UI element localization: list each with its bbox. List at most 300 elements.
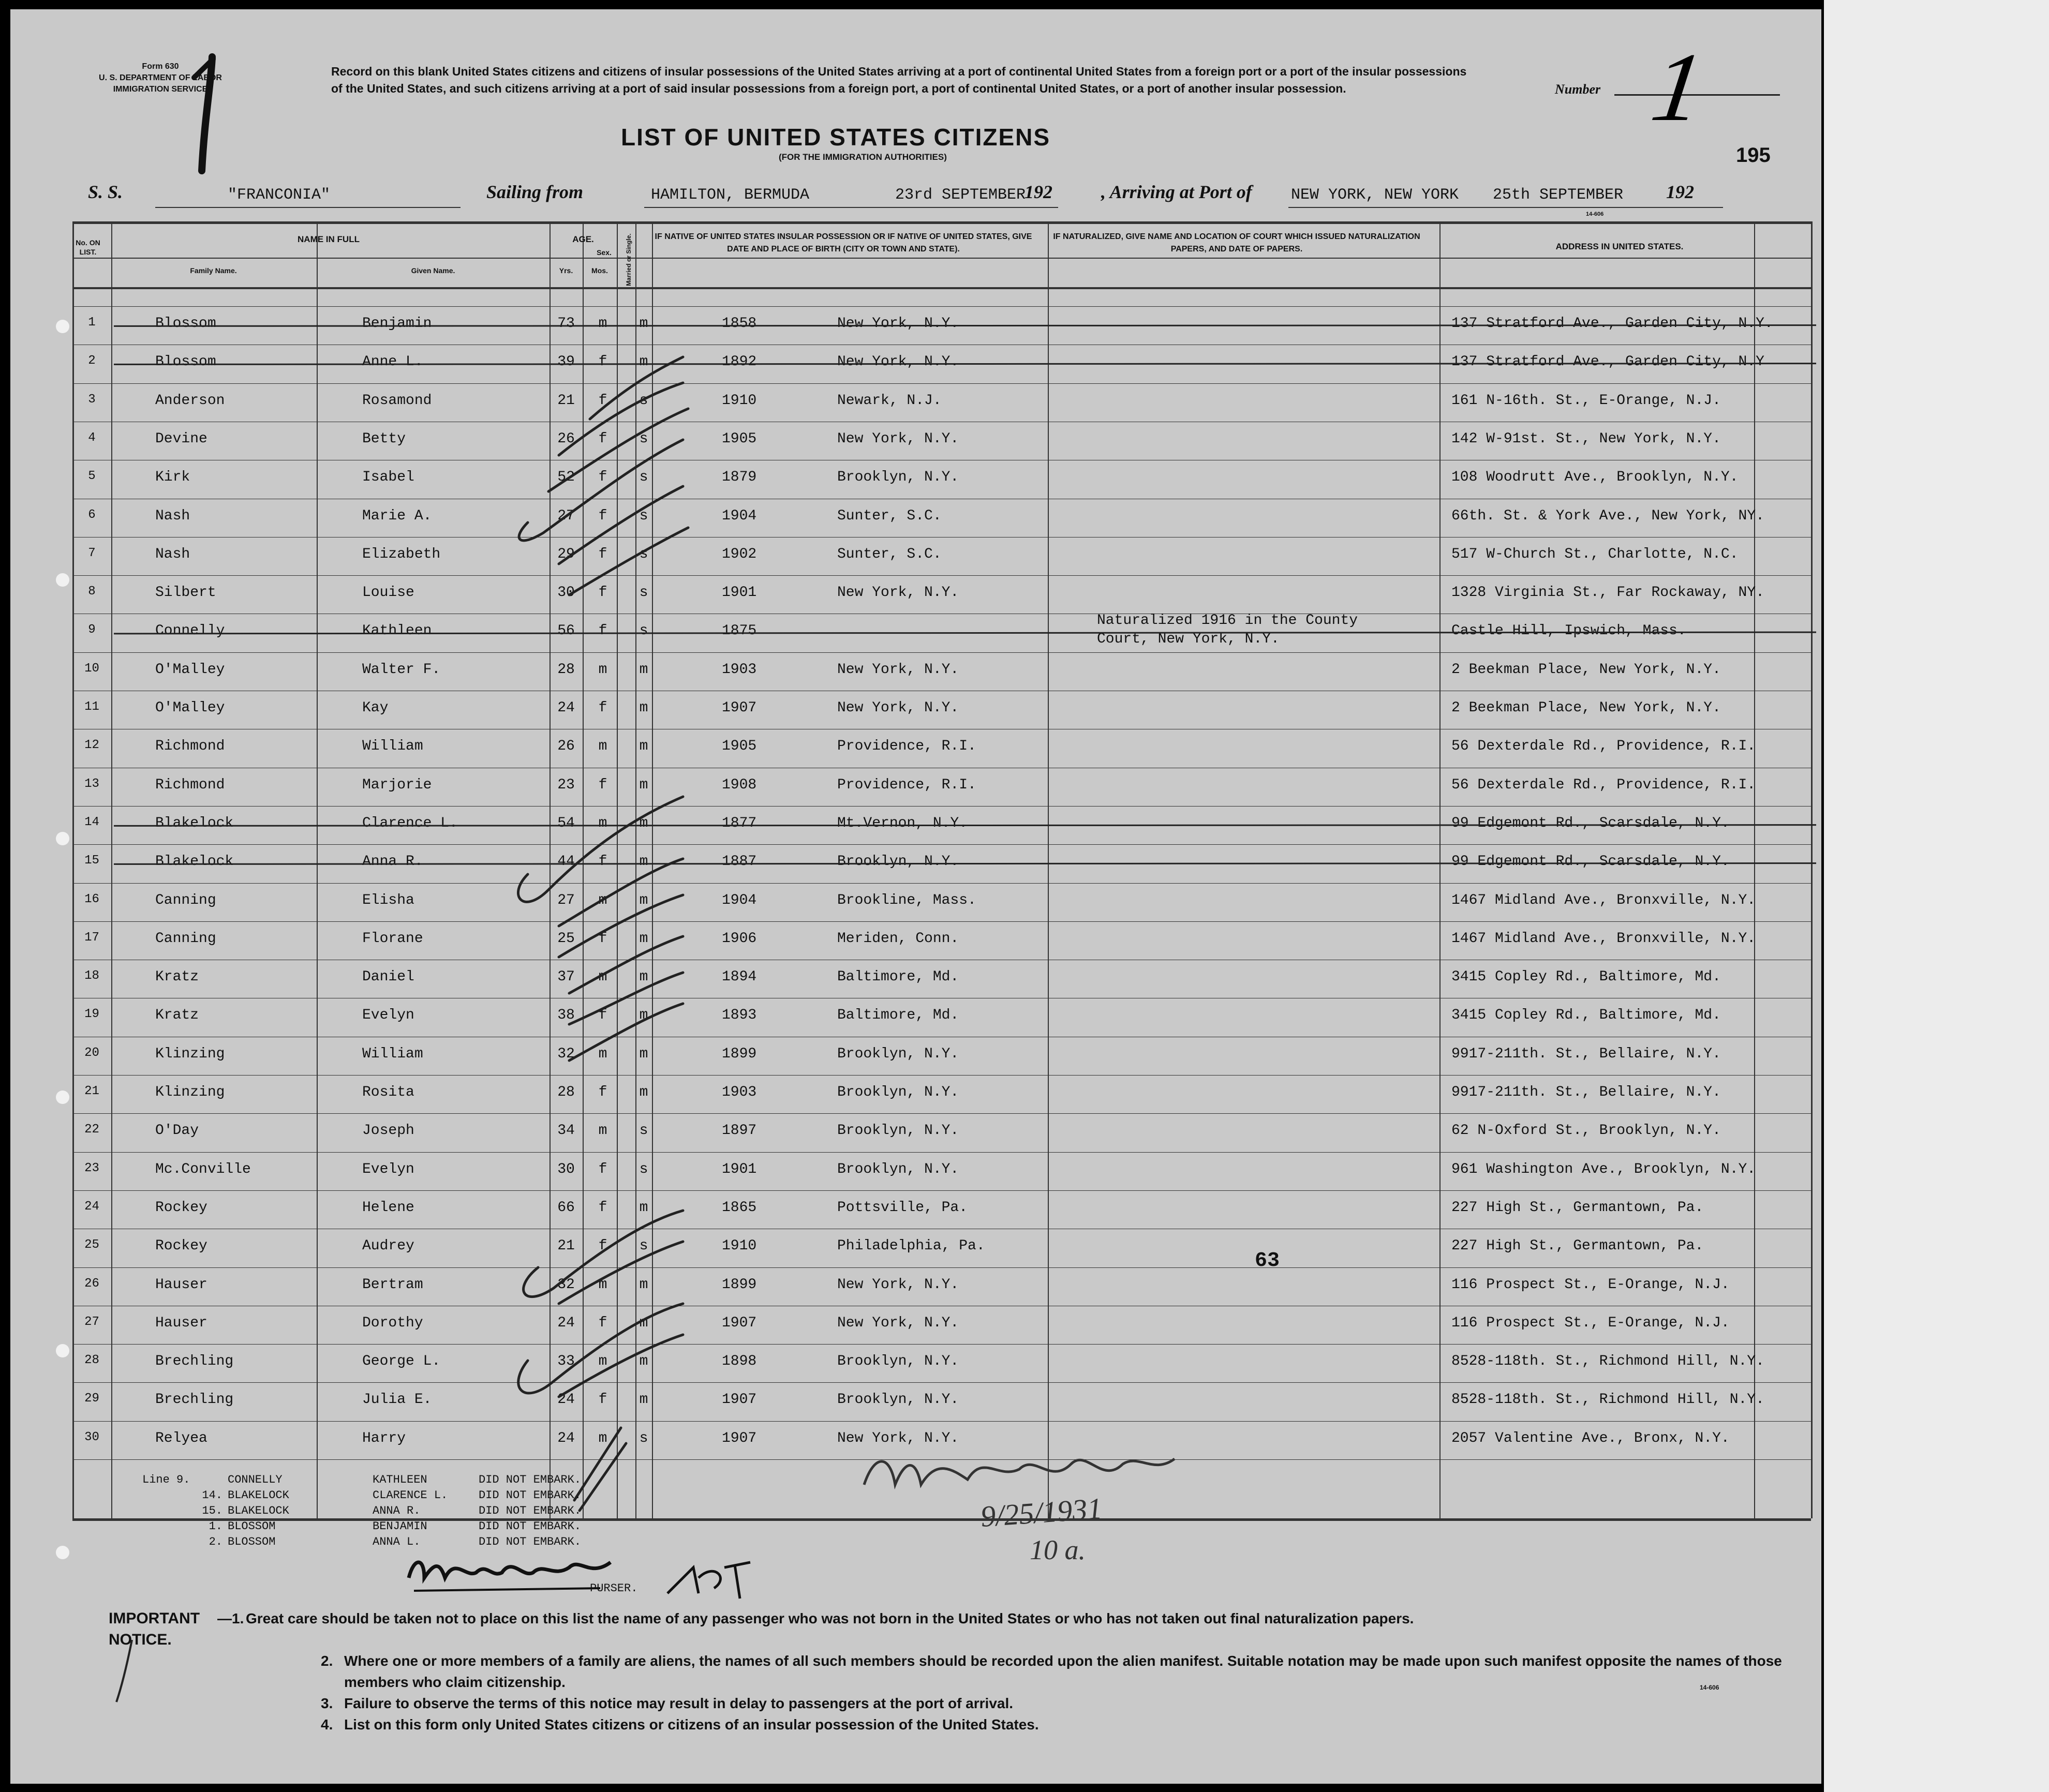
address: 1328 Virginia St., Far Rockaway, NY. xyxy=(1451,585,1764,601)
given-name: Rosita xyxy=(362,1084,414,1100)
family-name: Mc.Conville xyxy=(155,1161,251,1177)
inspector-check-marks xyxy=(497,321,714,1531)
table-rule xyxy=(72,1190,1811,1191)
family-name: Brechling xyxy=(155,1353,234,1370)
birth-year: 1877 xyxy=(722,815,757,831)
marital-status: s xyxy=(639,1430,648,1446)
did-not-embark-status: DID NOT EMBARK. xyxy=(479,1489,582,1502)
table-column-rule xyxy=(111,221,112,1518)
given-name: Marjorie xyxy=(362,776,432,793)
birth-year: 1887 xyxy=(722,854,757,870)
marital-status: m xyxy=(639,776,648,793)
table-rule xyxy=(72,883,1811,884)
age-years: 26 xyxy=(557,738,575,755)
col-header-family-name: Family Name. xyxy=(190,266,237,275)
arriving-port: NEW YORK, NEW YORK xyxy=(1291,186,1459,204)
notice-item-4 xyxy=(321,1714,1816,1735)
sex: m xyxy=(598,1123,607,1139)
address: Castle Hill, Ipswich, Mass. xyxy=(1451,623,1686,639)
given-name: Marie A. xyxy=(362,507,432,524)
marital-status: s xyxy=(639,546,648,562)
table-rule xyxy=(72,806,1811,807)
birth-place: New York, N.Y. xyxy=(837,354,959,370)
row-number: 9 xyxy=(88,623,96,637)
age-years: 24 xyxy=(557,1430,575,1446)
page-title: LIST OF UNITED STATES CITIZENS xyxy=(621,124,1051,151)
table-rule xyxy=(72,1344,1811,1345)
given-name: Evelyn xyxy=(362,1161,414,1177)
birth-place: Sunter, S.C. xyxy=(837,507,942,524)
family-name: Kratz xyxy=(155,969,199,985)
birth-year: 1899 xyxy=(722,1276,757,1293)
birth-year: 1904 xyxy=(722,507,757,524)
age-years: 25 xyxy=(557,930,575,947)
row-number: 7 xyxy=(88,546,96,560)
sailing-line xyxy=(644,207,1058,208)
table-rule xyxy=(111,258,617,259)
given-name: Harry xyxy=(362,1430,406,1446)
birth-place: New York, N.Y. xyxy=(837,585,959,601)
punch-hole xyxy=(56,832,69,845)
given-name: Evelyn xyxy=(362,1007,414,1024)
address: 56 Dexterdale Rd., Providence, R.I. xyxy=(1451,776,1756,793)
birth-place: Brooklyn, N.Y. xyxy=(837,1046,959,1062)
marital-status: m xyxy=(639,316,648,332)
did-not-embark-status: DID NOT EMBARK. xyxy=(479,1520,582,1533)
sex: f xyxy=(598,1238,607,1255)
birth-year: 1897 xyxy=(722,1123,757,1139)
table-rule xyxy=(72,1267,1811,1268)
birth-year: 1907 xyxy=(722,1315,757,1331)
row-number: 19 xyxy=(84,1007,99,1022)
family-name: Hauser xyxy=(155,1276,207,1293)
table-column-rule xyxy=(1048,221,1049,1518)
table-rule xyxy=(72,1382,1811,1383)
notice-prefix: 2. xyxy=(321,1653,333,1669)
number-label: Number xyxy=(1555,82,1601,97)
row-number: 6 xyxy=(88,507,96,522)
birth-year: 1907 xyxy=(722,1430,757,1446)
family-name: Rockey xyxy=(155,1199,207,1216)
ship-name: "FRANCONIA" xyxy=(228,186,331,204)
row-number: 22 xyxy=(84,1123,99,1137)
marital-status: m xyxy=(639,892,648,908)
notice-item-2 xyxy=(321,1650,1816,1693)
sex: f xyxy=(598,507,607,524)
notice-text: List on this form only United States citizens or citizens of an insular possession of the United States. xyxy=(344,1716,1039,1733)
marital-status: s xyxy=(639,469,648,486)
address: 1467 Midland Ave., Bronxville, N.Y. xyxy=(1451,930,1756,947)
col-header-native: IF NATIVE OF UNITED STATES INSULAR POSSESSION OR IF NATIVE OF UNITED STATES, GIVE DATE AND PLACE OF BIRTH (CITY OR TOWN AND STATE). xyxy=(655,232,1032,253)
birth-place: New York, N.Y. xyxy=(837,661,959,678)
birth-place: Providence, R.I. xyxy=(837,776,976,793)
marital-status: m xyxy=(639,1276,648,1293)
given-name: Florane xyxy=(362,930,423,947)
age-years: 54 xyxy=(557,815,575,831)
row-number: 18 xyxy=(84,969,99,983)
given-name: Louise xyxy=(362,585,414,601)
address: 161 N-16th. St., E-Orange, N.J. xyxy=(1451,392,1721,409)
given-name: Julia E. xyxy=(362,1392,432,1408)
address: 116 Prospect St., E-Orange, N.J. xyxy=(1451,1315,1730,1331)
did-not-embark-name: BLOSSOM xyxy=(228,1520,276,1533)
family-name: Nash xyxy=(155,546,190,562)
row-number: 28 xyxy=(84,1353,99,1368)
ship-name-line xyxy=(155,207,461,208)
marital-status: m xyxy=(639,1315,648,1331)
row-number: 20 xyxy=(84,1046,99,1060)
address: 517 W-Church St., Charlotte, N.C. xyxy=(1451,546,1739,562)
family-name: Kratz xyxy=(155,1007,199,1024)
department-name: U. S. DEPARTMENT OF LABOR xyxy=(99,73,222,82)
marital-status: m xyxy=(639,1007,648,1024)
sailing-date: 23rd SEPTEMBER xyxy=(895,186,1026,204)
age-years: 44 xyxy=(557,854,575,870)
family-name: Klinzing xyxy=(155,1084,225,1100)
family-name: Brechling xyxy=(155,1392,234,1408)
given-name: Clarence L. xyxy=(362,815,458,831)
address: 2057 Valentine Ave., Bronx, N.Y. xyxy=(1451,1430,1730,1446)
address: 137 Stratford Ave., Garden City, N.Y xyxy=(1451,354,1764,370)
col-header-age: AGE. xyxy=(572,234,594,244)
sailing-port: HAMILTON, BERMUDA xyxy=(651,186,810,204)
birth-year: 1902 xyxy=(722,546,757,562)
sex: f xyxy=(598,546,607,562)
given-name: Benjamin xyxy=(362,316,432,332)
birth-place: Brooklyn, N.Y. xyxy=(837,1353,959,1370)
family-name: Rockey xyxy=(155,1238,207,1255)
birth-year: 1879 xyxy=(722,469,757,486)
address: 66th. St. & York Ave., New York, NY. xyxy=(1451,507,1764,524)
row-number: 3 xyxy=(88,392,96,407)
address: 3415 Copley Rd., Baltimore, Md. xyxy=(1451,1007,1721,1024)
birth-place: Baltimore, Md. xyxy=(837,969,959,985)
sex: f xyxy=(598,623,607,639)
did-not-embark-name: CONNELLY xyxy=(228,1473,283,1486)
notice-item-3 xyxy=(321,1693,1816,1714)
notice-text: Failure to observe the terms of this notice may result in delay to passengers at the port of arrival. xyxy=(344,1695,1014,1711)
punch-hole xyxy=(56,1344,69,1357)
table-rule xyxy=(72,844,1811,845)
table-column-rule xyxy=(317,221,318,1518)
did-not-embark-line: Line 9. xyxy=(142,1473,190,1486)
row-number: 25 xyxy=(84,1238,99,1252)
row-number: 13 xyxy=(84,776,99,791)
did-not-embark-given: KATHLEEN xyxy=(373,1473,427,1486)
col-header-married: Married or Single. xyxy=(625,233,632,286)
did-not-embark-line: 1. xyxy=(209,1520,222,1533)
given-name: Kathleen xyxy=(362,623,432,639)
family-name: O'Day xyxy=(155,1123,199,1139)
row-number: 17 xyxy=(84,930,99,945)
row-number: 12 xyxy=(84,738,99,753)
marital-status: s xyxy=(639,1161,648,1177)
row-number: 2 xyxy=(88,354,96,368)
birth-year: 1901 xyxy=(722,585,757,601)
address: 3415 Copley Rd., Baltimore, Md. xyxy=(1451,969,1721,985)
given-name: Walter F. xyxy=(362,661,441,678)
address: 227 High St., Germantown, Pa. xyxy=(1451,1238,1704,1255)
address: 227 High St., Germantown, Pa. xyxy=(1451,1199,1704,1216)
family-name: Devine xyxy=(155,430,207,447)
arriving-label: , Arriving at Port of xyxy=(1101,182,1252,202)
row-number: 5 xyxy=(88,469,96,484)
age-years: 29 xyxy=(557,546,575,562)
birth-year: 1858 xyxy=(722,316,757,332)
naturalization-note: Naturalized 1916 in the County Court, New York, N.Y. xyxy=(1097,613,1358,648)
sex: f xyxy=(598,1315,607,1331)
page-margin xyxy=(1824,0,2049,1792)
punch-hole xyxy=(56,320,69,333)
family-name: Blossom xyxy=(155,354,216,370)
age-years: 30 xyxy=(557,1161,575,1177)
birth-year: 1894 xyxy=(722,969,757,985)
family-name: Richmond xyxy=(155,776,225,793)
ss-label: S. S. xyxy=(88,182,123,202)
marital-status: m xyxy=(639,738,648,755)
birth-place: Sunter, S.C. xyxy=(837,546,942,562)
given-name: William xyxy=(362,1046,423,1062)
given-name: Rosamond xyxy=(362,392,432,409)
birth-place: New York, N.Y. xyxy=(837,316,959,332)
given-name: Joseph xyxy=(362,1123,414,1139)
address: 108 Woodrutt Ave., Brooklyn, N.Y. xyxy=(1451,469,1739,486)
purser-initials xyxy=(662,1557,766,1604)
birth-place: New York, N.Y. xyxy=(837,1315,959,1331)
did-not-embark-status: DID NOT EMBARK. xyxy=(479,1535,582,1548)
birth-place: Meriden, Conn. xyxy=(837,930,959,947)
birth-year: 1893 xyxy=(722,1007,757,1024)
table-rule xyxy=(72,287,1811,289)
birth-place: Brooklyn, N.Y. xyxy=(837,1161,959,1177)
family-name: Kirk xyxy=(155,469,190,486)
row-number: 26 xyxy=(84,1276,99,1291)
address: 137 Stratford Ave., Garden City, N.Y. xyxy=(1451,316,1773,332)
did-not-embark-given: ANNA L. xyxy=(373,1535,421,1548)
birth-year: 1908 xyxy=(722,776,757,793)
family-name: Nash xyxy=(155,507,190,524)
col-header-sex: Sex. xyxy=(597,248,612,257)
birth-place: Philadelphia, Pa. xyxy=(837,1238,985,1255)
address: 8528-118th. St., Richmond Hill, N.Y. xyxy=(1451,1353,1764,1370)
address: 2 Beekman Place, New York, N.Y. xyxy=(1451,661,1721,678)
notice-form-code: 14-606 xyxy=(1700,1684,1719,1691)
inspector-time: 10 a. xyxy=(1030,1534,1086,1565)
age-years: 21 xyxy=(557,392,575,409)
notice-prefix: 4. xyxy=(321,1716,333,1733)
marital-status: s xyxy=(639,585,648,601)
sailing-from-label: Sailing from xyxy=(486,182,584,202)
table-rule xyxy=(72,1075,1811,1076)
page-subtitle: (FOR THE IMMIGRATION AUTHORITIES) xyxy=(779,152,947,162)
row-number: 14 xyxy=(84,815,99,829)
row-number: 11 xyxy=(84,700,99,714)
birth-place: Brooklyn, N.Y. xyxy=(837,854,959,870)
family-name: O'Malley xyxy=(155,661,225,678)
table-rule xyxy=(72,575,1811,576)
age-years: 27 xyxy=(557,892,575,908)
did-not-embark-name: BLOSSOM xyxy=(228,1535,276,1548)
birth-year: 1892 xyxy=(722,354,757,370)
header-form-code: 14-606 xyxy=(1586,211,1604,217)
age-years: 27 xyxy=(557,507,575,524)
address: 99 Edgemont Rd., Scarsdale, N.Y. xyxy=(1451,854,1730,870)
col-header-given-name: Given Name. xyxy=(411,266,455,275)
marital-status: m xyxy=(639,1084,648,1100)
sex: f xyxy=(598,1199,607,1216)
row-number: 30 xyxy=(84,1430,99,1444)
birth-year: 1898 xyxy=(722,1353,757,1370)
did-not-embark-given: BENJAMIN xyxy=(373,1520,427,1533)
did-not-embark-given: ANNA R. xyxy=(373,1504,421,1517)
row-number: 16 xyxy=(84,892,99,906)
table-rule xyxy=(72,1518,1811,1521)
given-name: Audrey xyxy=(362,1238,414,1255)
marital-status: m xyxy=(639,354,648,370)
row-number: 23 xyxy=(84,1161,99,1175)
age-years: 23 xyxy=(557,776,575,793)
age-years: 73 xyxy=(557,316,575,332)
birth-place: Pottsville, Pa. xyxy=(837,1199,968,1216)
age-years: 52 xyxy=(557,469,575,486)
address: 961 Washington Ave., Brooklyn, N.Y. xyxy=(1451,1161,1756,1177)
family-name: Richmond xyxy=(155,738,225,755)
family-name: Hauser xyxy=(155,1315,207,1331)
table-rule xyxy=(72,1113,1811,1114)
address: 1467 Midland Ave., Bronxville, N.Y. xyxy=(1451,892,1756,908)
row-number: 8 xyxy=(88,585,96,599)
marital-status: m xyxy=(639,700,648,716)
birth-place: New York, N.Y. xyxy=(837,430,959,447)
did-not-embark-status: DID NOT EMBARK. xyxy=(479,1504,582,1517)
sex: f xyxy=(598,1161,607,1177)
birth-place: Brooklyn, N.Y. xyxy=(837,469,959,486)
birth-year: 1905 xyxy=(722,738,757,755)
birth-place: Brooklyn, N.Y. xyxy=(837,1084,959,1100)
table-rule xyxy=(72,1152,1811,1153)
age-years: 38 xyxy=(557,1007,575,1024)
col-header-no: No. ON LIST. xyxy=(76,238,100,256)
marital-status: m xyxy=(639,1046,648,1062)
handwritten-list-number: 1 xyxy=(1645,33,1710,142)
birth-place: Brooklyn, N.Y. xyxy=(837,1123,959,1139)
notice-text: Where one or more members of a family are aliens, the names of all such members should be recorded upon the alien manifest. Suitable notation may be made upon such manifest opposite the names of those members who claim citizenship. xyxy=(344,1653,1782,1690)
marital-status: s xyxy=(639,623,648,639)
table-rule xyxy=(72,306,1811,307)
age-years: 28 xyxy=(557,1084,575,1100)
notice-label: IMPORTANT NOTICE. xyxy=(109,1610,200,1648)
birth-year: 1907 xyxy=(722,1392,757,1408)
age-years: 33 xyxy=(557,1353,575,1370)
birth-place: New York, N.Y. xyxy=(837,1430,959,1446)
arriving-date: 25th SEPTEMBER xyxy=(1493,186,1624,204)
birth-place: Brooklyn, N.Y. xyxy=(837,1392,959,1408)
did-not-embark-status: DID NOT EMBARK. xyxy=(479,1473,582,1486)
did-not-embark-line: 2. xyxy=(209,1535,222,1548)
sex: m xyxy=(598,815,607,831)
sex: f xyxy=(598,1007,607,1024)
age-years: 24 xyxy=(557,1392,575,1408)
important-notice xyxy=(109,1608,1816,1735)
age-years: 37 xyxy=(557,969,575,985)
birth-place: New York, N.Y. xyxy=(837,700,959,716)
age-years: 24 xyxy=(557,700,575,716)
marital-status: s xyxy=(639,507,648,524)
given-name: Isabel xyxy=(362,469,414,486)
year-prefix-arriving: 192 xyxy=(1666,182,1694,202)
sex: f xyxy=(598,392,607,409)
sex: f xyxy=(598,1392,607,1408)
age-years: 21 xyxy=(557,1238,575,1255)
birth-year: 1901 xyxy=(722,1161,757,1177)
marital-status: m xyxy=(639,854,648,870)
birth-year: 1910 xyxy=(722,1238,757,1255)
record-instructions: Record on this blank United States citizens and citizens of insular possessions of the United States arriving at a port of continental United States from a foreign port or a port of the insular possessions of the United States, and such citizens arriving at a port of said insular possessions from a foreign port, a port of continental United States, or a port of another insular possession. xyxy=(331,65,1467,95)
table-rule xyxy=(72,383,1811,384)
marital-status: s xyxy=(639,1238,648,1255)
notice-text: Great care should be taken not to place on this list the name of any passenger who was not born in the United States or who has not taken out final naturalization papers. xyxy=(246,1610,1414,1626)
birth-place: Newark, N.J. xyxy=(837,392,942,409)
marital-status: s xyxy=(639,392,648,409)
page-number: 195 xyxy=(1736,144,1771,167)
age-years: 32 xyxy=(557,1046,575,1062)
birth-year: 1903 xyxy=(722,1084,757,1100)
table-column-rule xyxy=(1811,221,1813,1518)
table-rule xyxy=(72,221,1811,224)
birth-year: 1906 xyxy=(722,930,757,947)
table-column-rule xyxy=(1439,221,1441,1518)
age-years: 56 xyxy=(557,623,575,639)
family-name: Canning xyxy=(155,930,216,947)
address: 9917-211th. St., Bellaire, N.Y. xyxy=(1451,1084,1721,1100)
birth-place: Mt.Vernon, N.Y. xyxy=(837,815,968,831)
family-name: Connelly xyxy=(155,623,225,639)
sex: f xyxy=(598,776,607,793)
marital-status: m xyxy=(639,1353,648,1370)
age-years: 24 xyxy=(557,1315,575,1331)
inspector-date: 9/25/1931 xyxy=(979,1491,1104,1534)
purser-label: PURSER. xyxy=(590,1582,638,1595)
address: 116 Prospect St., E-Orange, N.J. xyxy=(1451,1276,1730,1293)
service-name: IMMIGRATION SERVICE xyxy=(113,85,208,94)
sex: m xyxy=(598,892,607,908)
table-rule xyxy=(72,1421,1811,1422)
given-name: Kay xyxy=(362,700,389,716)
family-name: Blossom xyxy=(155,316,216,332)
margin-mark xyxy=(111,1635,142,1707)
address: 8528-118th. St., Richmond Hill, N.Y. xyxy=(1451,1392,1764,1408)
marital-status: m xyxy=(639,815,648,831)
family-name: Blakelock xyxy=(155,815,234,831)
given-name: Betty xyxy=(362,430,406,447)
birth-place: Brookline, Mass. xyxy=(837,892,976,908)
form-number: Form 630 xyxy=(142,62,179,71)
sex: m xyxy=(598,1353,607,1370)
given-name: Elizabeth xyxy=(362,546,441,562)
year-prefix-sailing: 192 xyxy=(1024,182,1052,202)
birth-place: Providence, R.I. xyxy=(837,738,976,755)
table-rule xyxy=(72,921,1811,922)
sex: f xyxy=(598,854,607,870)
given-name: Bertram xyxy=(362,1276,423,1293)
given-name: Elisha xyxy=(362,892,414,908)
did-not-embark-given: CLARENCE L. xyxy=(373,1489,448,1502)
did-not-embark-name: BLAKELOCK xyxy=(228,1489,289,1502)
row-number: 15 xyxy=(84,854,99,868)
sex: f xyxy=(598,700,607,716)
address: 142 W-91st. St., New York, N.Y. xyxy=(1451,430,1721,447)
birth-year: 1904 xyxy=(722,892,757,908)
